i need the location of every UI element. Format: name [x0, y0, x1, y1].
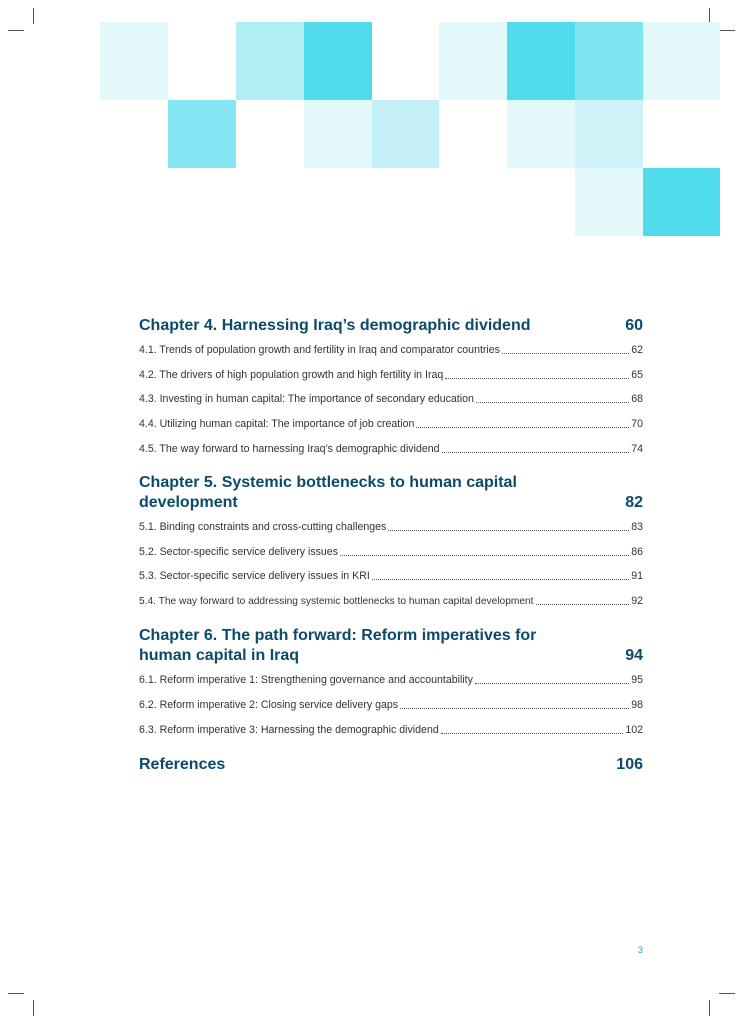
mosaic-tile: [643, 168, 720, 236]
chapter-page-number: 106: [616, 755, 643, 773]
dot-leader: [416, 427, 629, 428]
chapter-heading[interactable]: [139, 473, 643, 513]
crop-mark-bottom-left-h: [8, 993, 24, 994]
entry-page-number: 68: [631, 393, 643, 406]
entry-title: 5.3. Sector-specific service delivery issues in KRI: [139, 570, 370, 583]
crop-mark-bottom-right-h: [719, 993, 735, 994]
toc-references: [139, 755, 643, 775]
toc-entry[interactable]: [139, 357, 643, 382]
entry-title: 6.2. Reform imperative 2: Closing service delivery gaps: [139, 698, 399, 711]
dot-leader: [536, 604, 630, 605]
entry-title: 4.3. Investing in human capital: The importance of secondary education: [139, 393, 474, 406]
toc-entry[interactable]: [139, 687, 643, 712]
toc-entry[interactable]: [139, 712, 643, 737]
entry-page-number: 92: [631, 595, 643, 608]
entry-page-number: 65: [631, 368, 643, 381]
entry-title: 5.1. Binding constraints and cross-cutting challenges: [139, 520, 387, 533]
dot-leader: [502, 353, 629, 354]
dot-leader: [340, 555, 629, 556]
entry-page-number: 98: [631, 698, 643, 711]
chapter-title: Chapter 6. The path forward: Reform imperatives for human capital in Iraq: [139, 627, 537, 665]
dot-leader: [476, 402, 629, 403]
mosaic-tile: [304, 22, 372, 100]
mosaic-tile: [507, 100, 575, 168]
chapter-title: References: [139, 755, 226, 773]
entry-page-number: 95: [631, 673, 643, 686]
crop-mark-top-right-h: [719, 30, 735, 31]
entry-page-number: 74: [631, 442, 643, 455]
table-of-contents: [139, 316, 643, 775]
entry-title: 6.1. Reform imperative 1: Strengthening governance and accountability: [139, 673, 473, 686]
entry-page-number: 62: [631, 343, 643, 356]
mosaic-tile: [372, 100, 439, 168]
mosaic-tile: [575, 22, 643, 100]
entry-title: 4.5. The way forward to harnessing Iraq’s demographic dividend: [139, 442, 440, 455]
toc-chapter-6: [139, 626, 643, 736]
crop-mark-top-left-h: [8, 30, 24, 31]
crop-mark-bottom-right-v: [709, 1000, 710, 1016]
entry-title: 5.2. Sector-specific service delivery issues: [139, 545, 339, 558]
dot-leader: [441, 733, 624, 734]
mosaic-tile: [575, 168, 643, 236]
chapter-heading[interactable]: [139, 755, 643, 775]
toc-entry[interactable]: [139, 406, 643, 431]
toc-entry[interactable]: [139, 534, 643, 559]
chapter-heading[interactable]: [139, 626, 643, 666]
mosaic-tile: [643, 22, 720, 100]
chapter-page-number: 82: [625, 493, 643, 511]
mosaic-tile: [100, 22, 168, 100]
mosaic-tile: [439, 22, 507, 100]
dot-leader: [475, 683, 629, 684]
entry-page-number: 70: [631, 418, 643, 431]
entry-page-number: 91: [631, 570, 643, 583]
dot-leader: [442, 452, 630, 453]
toc-entry[interactable]: [139, 382, 643, 407]
crop-mark-top-left-v: [33, 8, 34, 24]
toc-entry[interactable]: [139, 559, 643, 584]
chapter-page-number: 94: [625, 647, 643, 665]
toc-chapter-5: [139, 473, 643, 608]
chapter-title: Chapter 4. Harnessing Iraq’s demographic dividend: [139, 317, 531, 334]
dot-leader: [400, 708, 629, 709]
mosaic-tile: [575, 100, 643, 168]
mosaic-tile: [168, 100, 236, 168]
entry-title: 4.2. The drivers of high population growth and high fertility in Iraq: [139, 368, 444, 381]
entry-page-number: 102: [625, 723, 643, 736]
dot-leader: [388, 530, 629, 531]
page-number: 3: [637, 945, 643, 955]
entry-title: 4.1. Trends of population growth and fertility in Iraq and comparator countries: [139, 343, 500, 356]
entry-page-number: 86: [631, 545, 643, 558]
crop-mark-bottom-left-v: [33, 1000, 34, 1016]
chapter-heading[interactable]: [139, 316, 643, 336]
toc-chapter-4: [139, 316, 643, 456]
toc-entry[interactable]: [139, 431, 643, 456]
mosaic-tile: [236, 22, 304, 100]
dot-leader: [372, 579, 629, 580]
mosaic-tile: [507, 22, 575, 100]
mosaic-tile: [304, 100, 372, 168]
entry-title: 5.4. The way forward to addressing systemic bottlenecks to human capital development: [139, 596, 534, 608]
dot-leader: [445, 378, 629, 379]
entry-title: 4.4. Utilizing human capital: The importance of job creation: [139, 418, 415, 431]
toc-entry[interactable]: [139, 583, 643, 608]
chapter-title: Chapter 5. Systemic bottlenecks to human capital development: [139, 473, 517, 511]
entry-title: 6.3. Reform imperative 3: Harnessing the demographic dividend: [139, 723, 439, 736]
entry-page-number: 83: [631, 520, 643, 533]
chapter-page-number: 60: [625, 317, 643, 334]
